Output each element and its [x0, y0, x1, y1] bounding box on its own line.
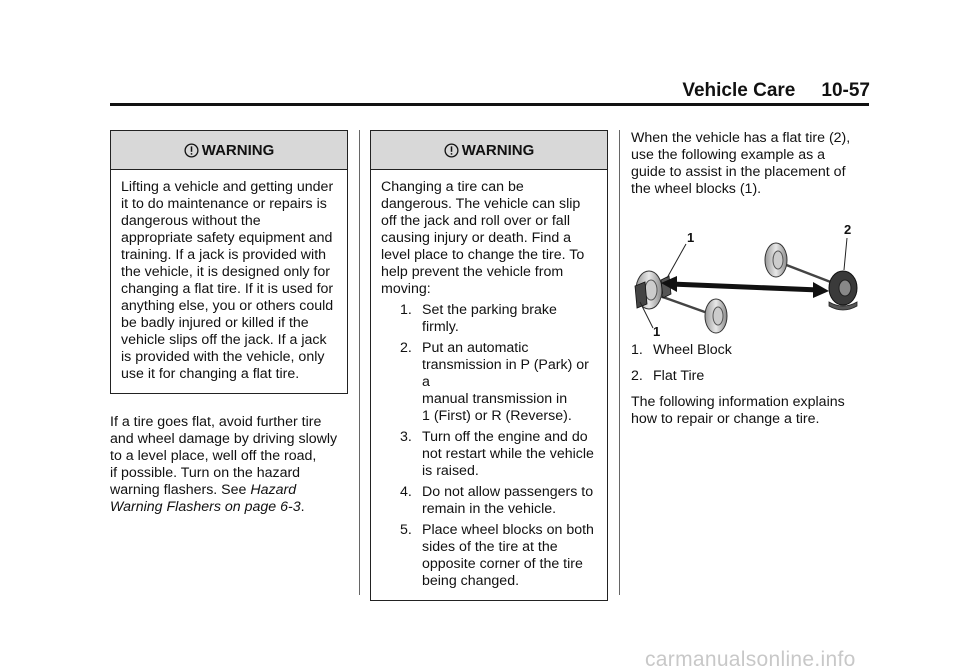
warning-line: dangerous. The vehicle can slip: [381, 196, 581, 212]
warning-line: is provided with the vehicle, only: [121, 349, 325, 365]
step-line: 1 (First) or R (Reverse).: [422, 408, 572, 424]
step-line: Place wheel blocks on both: [422, 522, 594, 538]
warning-header: [371, 131, 607, 170]
callout-line-1-top: [667, 244, 686, 278]
warning-icon: [184, 143, 199, 158]
step-text: [422, 429, 594, 480]
paragraph-line: if possible. Turn on the hazard: [110, 465, 301, 481]
warning-box-left: [110, 130, 348, 394]
header-rule: [110, 103, 869, 106]
warning-title: WARNING: [201, 141, 275, 159]
step-line: manual transmission in: [422, 391, 568, 407]
arrow-head-right: [813, 282, 829, 298]
wheel-block-diagram: [631, 206, 871, 336]
warning-line: dangerous without the: [121, 213, 261, 229]
step-line: transmission in P (Park) or a: [422, 357, 589, 390]
warning-box-middle: [370, 130, 608, 601]
legend-item: [631, 368, 871, 385]
callout-label-2: 2: [844, 222, 852, 237]
step-line: being changed.: [422, 573, 520, 589]
paragraph-line: [110, 499, 348, 516]
step-line: remain in the vehicle.: [422, 501, 557, 517]
diagonal-arrow: [671, 284, 819, 290]
section-title: Vehicle Care: [682, 80, 796, 101]
left-column: [110, 130, 348, 516]
hazard-flashers-link[interactable]: Hazard: [250, 482, 297, 498]
list-item: [400, 429, 597, 480]
paragraph-line: the wheel blocks (1).: [631, 181, 762, 197]
paragraph-line: how to repair or change a tire.: [631, 411, 820, 427]
page-number: 10-57: [821, 80, 870, 101]
flat-tire: [829, 271, 857, 310]
legend-item: [631, 342, 871, 359]
warning-line: it to do maintenance or repairs is: [121, 196, 327, 212]
step-text: [422, 302, 597, 336]
paragraph-line: and wheel damage by driving slowly: [110, 431, 338, 447]
warning-line: off the jack and roll over or fall: [381, 213, 571, 229]
step-line: sides of the tire at the: [422, 539, 558, 555]
diagram-legend: [631, 342, 871, 385]
list-item: [400, 484, 597, 518]
callout-label-1-top: 1: [687, 230, 695, 245]
warning-line: vehicle slips off the jack. If a jack: [121, 332, 327, 348]
callout-line-2: [844, 238, 847, 270]
warning-line: training. If a jack is provided with: [121, 247, 327, 263]
warning-header: [111, 131, 347, 170]
paragraph-line: guide to assist in the placement of: [631, 164, 846, 180]
step-line: Set the parking brake firmly.: [422, 302, 557, 335]
warning-line: causing injury or death. Find a: [381, 230, 572, 246]
step-text: [422, 522, 594, 590]
list-item: [400, 302, 597, 336]
warning-body: [371, 170, 607, 600]
watermark: carmanualsonline.info: [645, 648, 856, 671]
paragraph-line: [110, 482, 348, 499]
paragraph-end: .: [300, 499, 305, 515]
warning-line: appropriate safety equipment and: [121, 230, 333, 246]
steps-list: [400, 302, 597, 590]
paragraph-line: use the following example as a: [631, 147, 826, 163]
warning-title: WARNING: [461, 141, 535, 159]
step-line: not restart while the vehicle: [422, 446, 594, 462]
warning-line: anything else, you or others could: [121, 298, 334, 314]
warning-line: level place to change the tire. To: [381, 247, 585, 263]
step-text: [422, 484, 593, 518]
paragraph-line: to a level place, well off the road,: [110, 448, 317, 464]
flat-tire-paragraph: [110, 414, 348, 516]
paragraph-line: The following information explains: [631, 394, 845, 410]
step-line: Put an automatic: [422, 340, 529, 356]
repair-intro: [631, 394, 871, 428]
warning-line: Lifting a vehicle and getting under: [121, 179, 334, 195]
column-divider-left: [359, 130, 360, 595]
warning-line: Changing a tire can be: [381, 179, 524, 195]
legend-number: 1.: [631, 342, 643, 358]
warning-line: changing a flat tire. If it is used for: [121, 281, 334, 297]
step-number: 2.: [400, 340, 412, 356]
right-column: [631, 130, 871, 428]
warning-line: be badly injured or killed if the: [121, 315, 309, 331]
legend-number: 2.: [631, 368, 643, 384]
tire-rear-right: [705, 299, 727, 333]
list-item: [400, 522, 597, 590]
step-line: opposite corner of the tire: [422, 556, 583, 572]
warning-line: use it for changing a flat tire.: [121, 366, 300, 382]
step-number: 5.: [400, 522, 412, 538]
paragraph-line: If a tire goes flat, avoid further tire: [110, 414, 322, 430]
warning-line: help prevent the vehicle from: [381, 264, 564, 280]
tire-front-left: [765, 243, 787, 277]
column-divider-right: [619, 130, 620, 595]
wheel-block-intro: [631, 130, 871, 198]
middle-column: [370, 130, 608, 601]
warning-body: [111, 170, 347, 393]
warning-icon: [444, 143, 459, 158]
warning-line: the vehicle, it is designed only for: [121, 264, 330, 280]
step-line: Turn off the engine and do: [422, 429, 588, 445]
hazard-flashers-link-cont[interactable]: Warning Flashers on page 6-3: [110, 499, 301, 515]
step-number: 3.: [400, 429, 412, 445]
paragraph-text: warning flashers. See: [110, 482, 251, 498]
step-number: 4.: [400, 484, 412, 500]
warning-line: moving:: [381, 281, 431, 297]
list-item: [400, 340, 597, 425]
paragraph-line: When the vehicle has a flat tire (2),: [631, 130, 851, 146]
page-header: [110, 80, 870, 104]
step-line: Do not allow passengers to: [422, 484, 594, 500]
legend-label: Flat Tire: [653, 368, 705, 384]
step-line: is raised.: [422, 463, 479, 479]
step-text: [422, 340, 597, 425]
callout-label-1-bottom: 1: [653, 324, 661, 336]
legend-label: Wheel Block: [653, 342, 732, 358]
step-number: 1.: [400, 302, 412, 318]
